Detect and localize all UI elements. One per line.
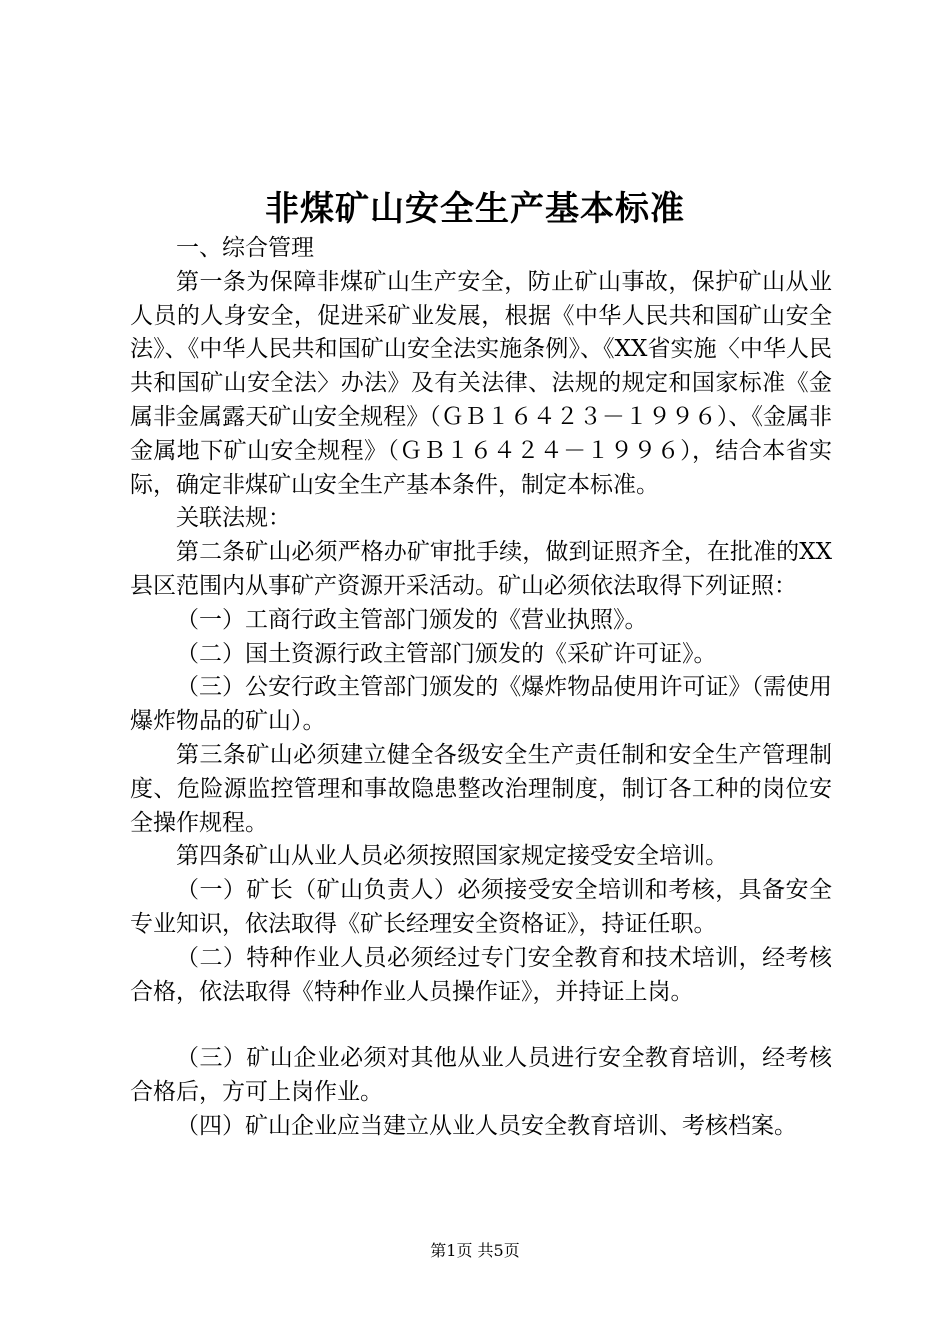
- page-number: 第1页 共5页: [430, 1241, 520, 1260]
- paragraph-article-4-item-1: （一）矿长（矿山负责人）必须接受安全培训和考核，具备安全专业知识，依法取得《矿长经理安全资格证》，持证任职。: [130, 877, 832, 937]
- paragraph-article-4-item-2: （二）特种作业人员必须经过专门安全教育和技术培训，经考核合格，依法取得《特种作业人员操作证》，并持证上岗。: [130, 944, 832, 1005]
- paragraph-related-regulations: 关联法规：: [176, 505, 291, 532]
- paragraph-article-3: 第三条矿山必须建立健全各级安全生产责任制和安全生产管理制度、危险源监控管理和事故隐患整改治理制度，制订各工种的岗位安全操作规程。: [130, 741, 832, 836]
- paragraph-item-1: （一）工商行政主管部门颁发的《营业执照》。: [176, 606, 648, 633]
- paragraph-article-4-item-4: （四）矿山企业应当建立从业人员安全教育培训、考核档案。: [176, 1112, 797, 1139]
- paragraph-article-1: 第一条为保障非煤矿山生产安全，防止矿山事故，保护矿山从业人员的人身安全，促进采矿业发展，根据《中华人民共和国矿山安全法》、《中华人民共和国矿山安全法实施条例》、《XX省实施〈中华人民共和国矿山安全法〉办法》及有关法律、法规的规定和国家标准《金属非金属露天矿山安全规程》（ＧＢ１６４２３－１９９６）、《金属非金属地下矿山安全规程》（ＧＢ１６４２４－１９９６），结合本省实际，确定非煤矿山安全生产基本条件，制定本标准。: [130, 268, 832, 498]
- paragraph-article-2: 第二条矿山必须严格办矿审批手续，做到证照齐全，在批准的XX县区范围内从事矿产资源开采活动。矿山必须依法取得下列证照：: [130, 539, 832, 599]
- section-heading: 一、综合管理: [176, 235, 314, 261]
- paragraph-article-4: 第四条矿山从业人员必须按照国家规定接受安全培训。: [176, 843, 728, 870]
- paragraph-article-4-item-3: （三）矿山企业必须对其他从业人员进行安全教育培训，经考核合格后，方可上岗作业。: [130, 1045, 832, 1106]
- paragraph-item-3: （三）公安行政主管部门颁发的《爆炸物品使用许可证》（需使用爆炸物品的矿山）。: [130, 674, 832, 735]
- document-body: [130, 232, 832, 1144]
- document-title: 非煤矿山安全生产基本标准: [265, 189, 685, 229]
- paragraph-item-2: （二）国土资源行政主管部门颁发的《采矿许可证》。: [176, 640, 717, 667]
